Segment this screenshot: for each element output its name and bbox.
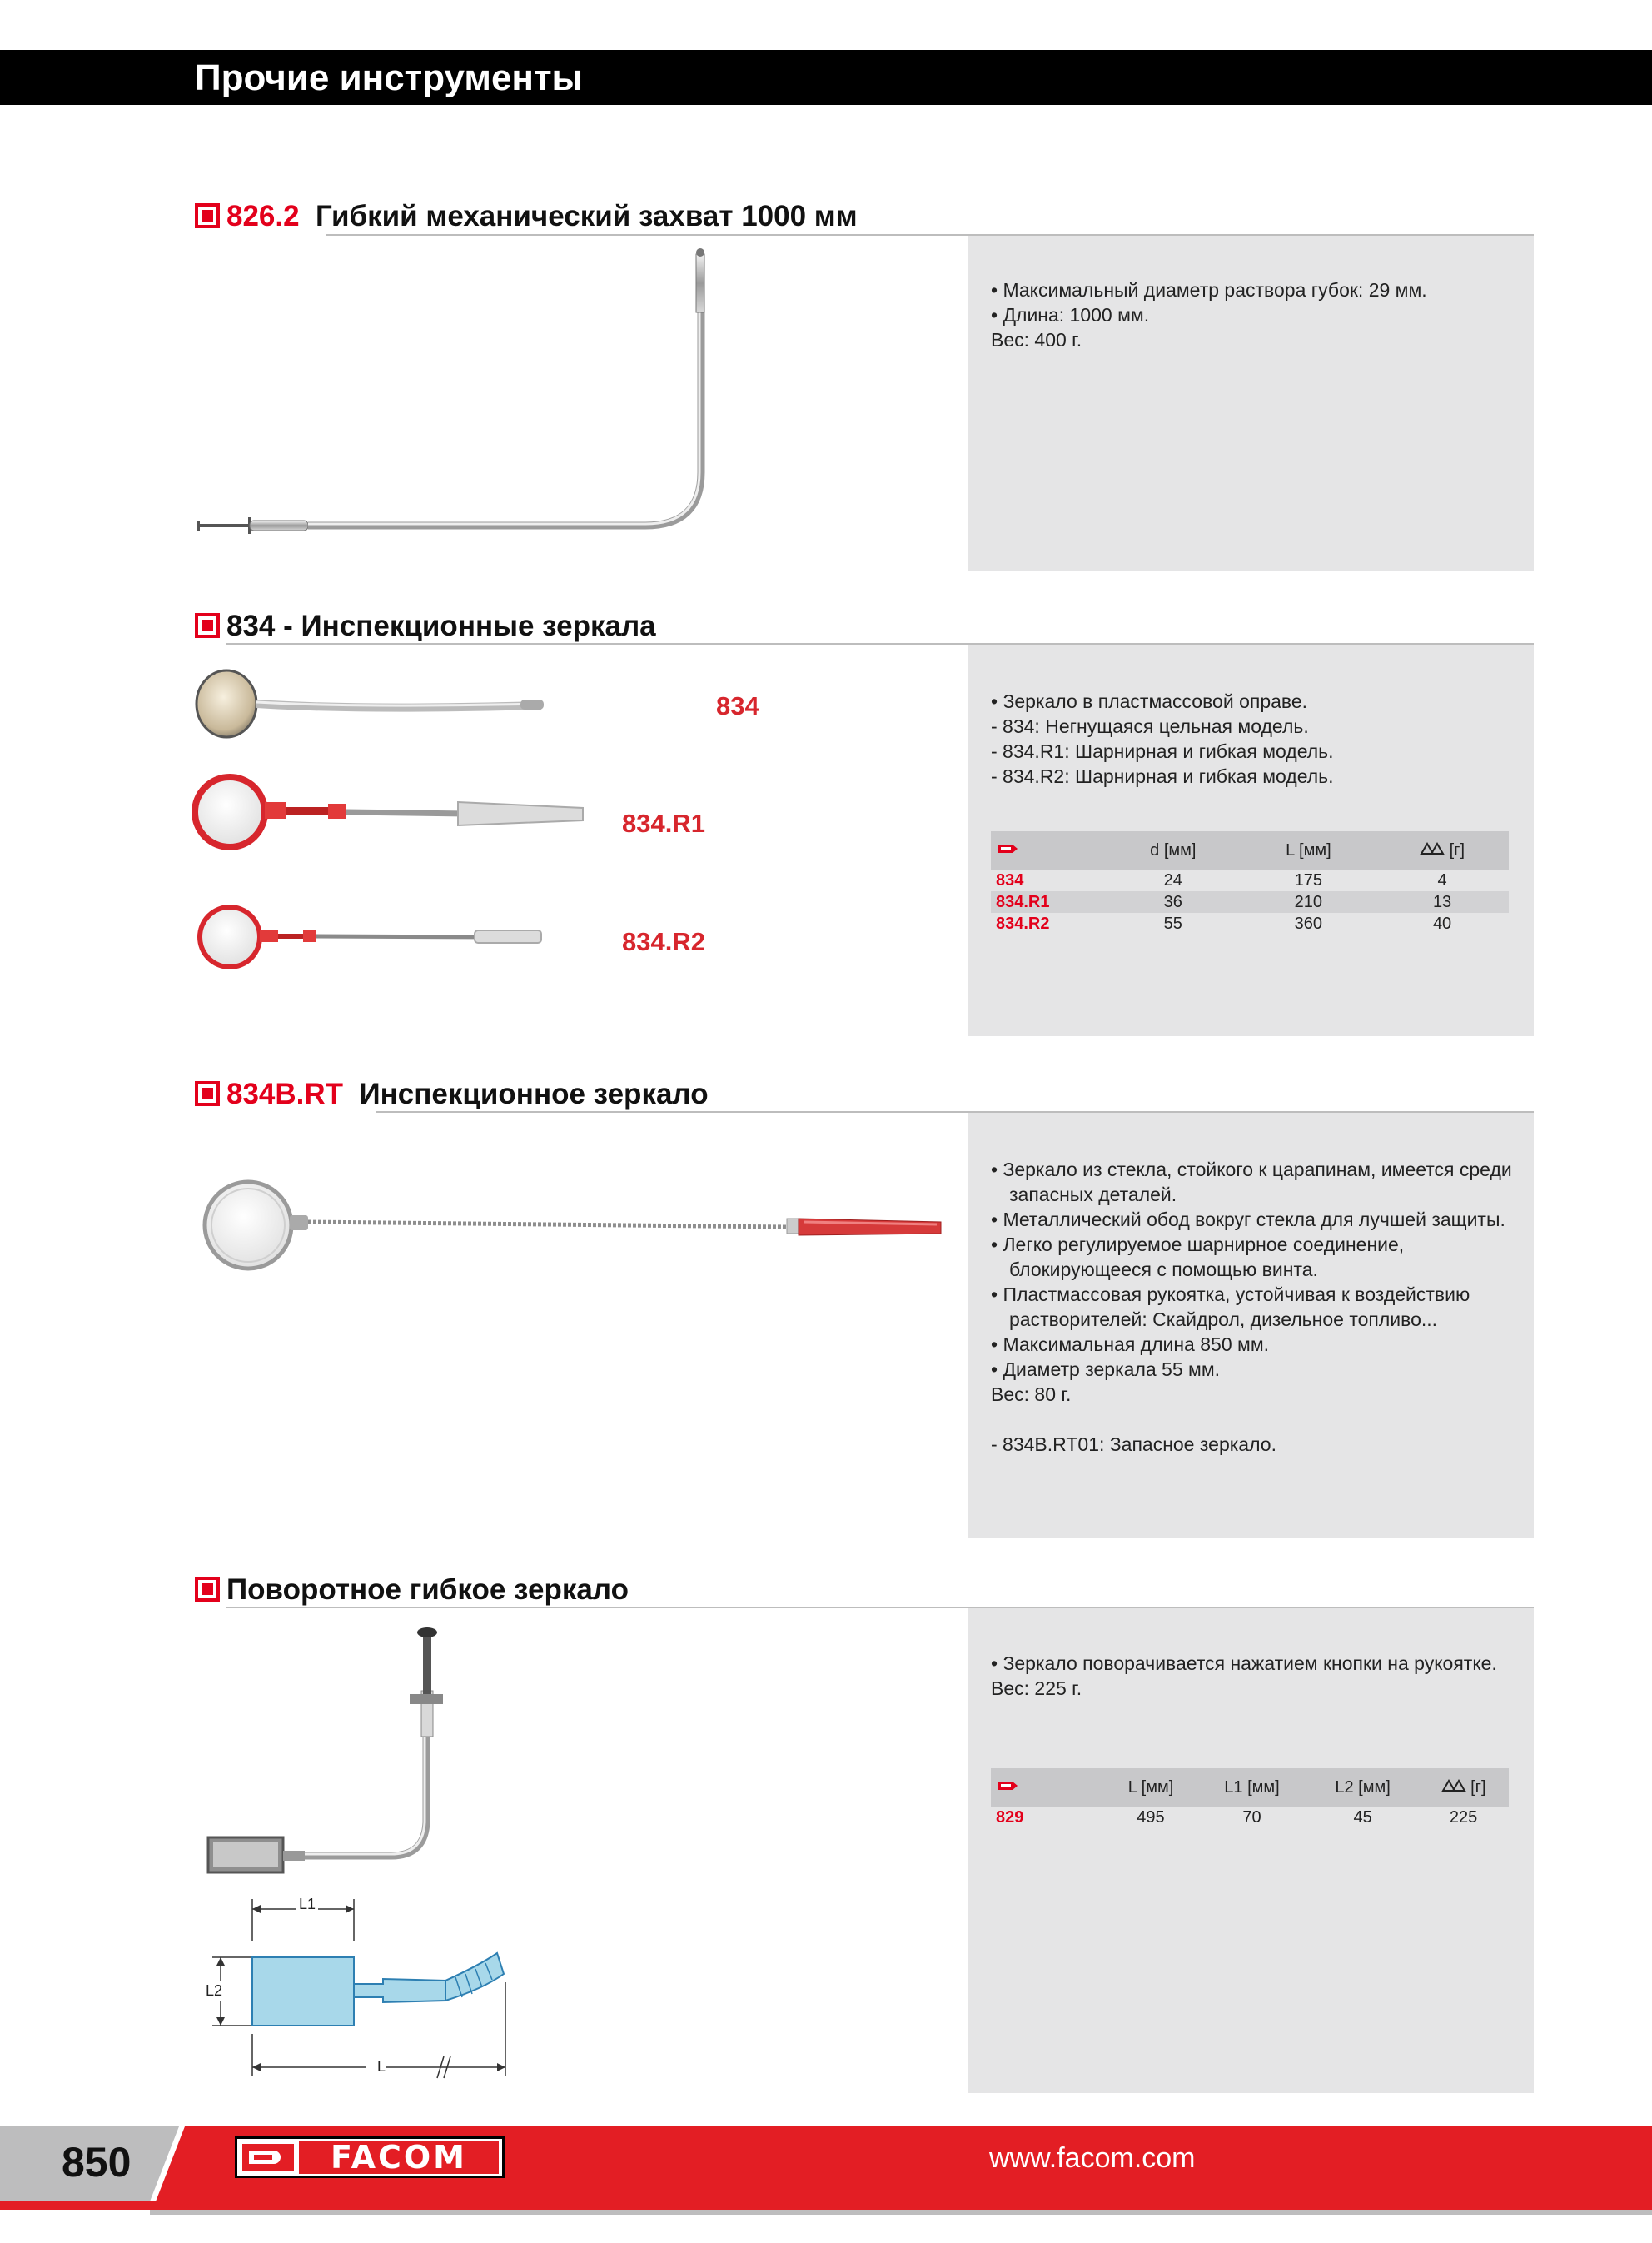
variant-label: 834.R1	[622, 809, 705, 838]
table-cell-ref: 829	[996, 1807, 1024, 1827]
swivel-mirror-image	[200, 1624, 450, 1882]
page-title: Прочие инструменты	[195, 57, 584, 98]
desc-line: запасных деталей.	[1009, 1184, 1177, 1205]
table-cell: 40	[1432, 914, 1452, 933]
facom-logo-text: FACOM	[299, 2141, 499, 2174]
desc-line: Вес: 225 г.	[991, 1677, 1082, 1699]
table-cell-ref: 834	[996, 870, 1024, 890]
desc-line: - 834B.RT01: Запасное зеркало.	[991, 1433, 1276, 1455]
flexible-pickup-tool-image	[192, 246, 724, 546]
table-row	[991, 870, 1509, 891]
desc-line: • Зеркало в пластмассовой оправе.	[991, 690, 1308, 712]
ref-arrow-icon	[991, 831, 1105, 870]
table-cell: 175	[1294, 870, 1323, 890]
table-cell: 45	[1353, 1807, 1372, 1827]
desc-line: • Зеркало из стекла, стойкого к царапинам, имеется среди	[991, 1159, 1512, 1180]
section-description	[991, 1651, 1497, 1701]
table-row	[991, 1807, 1509, 1828]
desc-line: - 834.R2: Шарнирная и гибкая модель.	[991, 765, 1334, 787]
desc-line: • Максимальный диаметр раствора губок: 29 мм.	[991, 279, 1427, 301]
section-title-text: Поворотное гибкое зеркало	[226, 1573, 629, 1606]
bullet-square-icon	[195, 613, 220, 638]
col-header: d [мм]	[1105, 831, 1241, 870]
section-title-834b-rt	[195, 1076, 709, 1113]
page-number: 850	[62, 2139, 132, 2186]
table-header-row	[991, 831, 1509, 870]
facom-logo	[235, 2136, 505, 2178]
desc-line: • Пластмассовая рукоятка, устойчивая к воздействию	[991, 1283, 1470, 1305]
dim-label-l2: L2	[206, 1981, 222, 2001]
col-header: L [мм]	[1105, 1768, 1197, 1807]
footer-url[interactable]: www.facom.com	[989, 2142, 1196, 2174]
desc-line: • Длина: 1000 мм.	[991, 304, 1150, 326]
table-cell: 495	[1137, 1807, 1165, 1827]
section-description	[991, 1157, 1512, 1457]
table-cell-ref: 834.R2	[996, 914, 1050, 933]
spec-table-834	[991, 831, 1509, 935]
desc-line: растворителей: Скайдрол, дизельное топливо...	[1009, 1308, 1438, 1330]
desc-line: • Зеркало поворачивается нажатием кнопки на рукоятке.	[991, 1652, 1497, 1674]
desc-line: • Максимальная длина 850 мм.	[991, 1333, 1270, 1355]
table-cell: 225	[1449, 1807, 1478, 1827]
table-header-row	[991, 1768, 1509, 1807]
table-row	[991, 891, 1509, 913]
desc-line: Вес: 80 г.	[991, 1383, 1072, 1405]
table-cell: 360	[1294, 914, 1323, 933]
desc-line-blank	[991, 1407, 1512, 1432]
desc-line: Вес: 400 г.	[991, 329, 1082, 351]
desc-line: • Диаметр зеркала 55 мм.	[991, 1358, 1221, 1380]
desc-line: - 834.R1: Шарнирная и гибкая модель.	[991, 740, 1334, 762]
section-description	[991, 277, 1427, 352]
col-header-weight-unit: [г]	[1470, 1777, 1486, 1797]
bullet-square-icon	[195, 1577, 220, 1602]
col-header-weight-unit: [г]	[1449, 840, 1465, 860]
weight-icon	[1441, 1779, 1466, 1792]
section-code: 834B.RT	[226, 1078, 344, 1110]
weight-icon	[1420, 842, 1445, 855]
table-cell: 55	[1163, 914, 1182, 933]
section-code: 834	[226, 610, 276, 642]
bullet-square-icon	[195, 1081, 220, 1106]
col-header: L1 [мм]	[1197, 1768, 1307, 1807]
variant-label: 834.R2	[622, 927, 705, 956]
dim-label-l: L	[377, 2058, 386, 2075]
section-title-text: - Инспекционные зеркала	[283, 610, 656, 642]
section-title-834	[195, 608, 656, 645]
inspection-mirror-834b-image	[200, 1179, 949, 1279]
section-title-swivel-mirror	[195, 1572, 629, 1608]
section-code: 826.2	[226, 200, 300, 232]
col-header: L2 [мм]	[1307, 1768, 1418, 1807]
desc-line: - 834: Негнущаяся цельная модель.	[991, 715, 1309, 737]
spec-table-829	[991, 1768, 1509, 1828]
ref-arrow-icon	[991, 1768, 1105, 1807]
section-title-text: Гибкий механический захват 1000 мм	[316, 200, 858, 232]
table-cell: 36	[1105, 891, 1241, 913]
table-cell: 210	[1241, 891, 1376, 913]
desc-line: блокирующееся с помощью винта.	[1009, 1259, 1318, 1280]
facom-logo-mark-icon	[242, 2141, 296, 2174]
table-cell: 13	[1376, 891, 1509, 913]
desc-line: • Легко регулируемое шарнирное соединение,	[991, 1234, 1405, 1255]
variant-label: 834	[716, 691, 759, 720]
col-header-weight	[1376, 831, 1509, 870]
table-cell: 24	[1163, 870, 1182, 890]
section-description	[991, 689, 1334, 789]
dimension-diagram	[196, 1891, 529, 2099]
table-cell: 70	[1242, 1807, 1261, 1827]
section-title-826-2	[195, 198, 858, 235]
dim-label-l1: L1	[296, 1896, 318, 1913]
col-header-weight	[1418, 1768, 1509, 1807]
section-title-text: Инспекционное зеркало	[359, 1078, 709, 1110]
table-cell: 4	[1437, 870, 1447, 890]
bullet-square-icon	[195, 203, 220, 228]
desc-line: • Металлический обод вокруг стекла для лучшей защиты.	[991, 1209, 1505, 1230]
table-cell-ref: 834.R1	[991, 891, 1105, 913]
col-header: L [мм]	[1241, 831, 1376, 870]
table-row	[991, 913, 1509, 935]
